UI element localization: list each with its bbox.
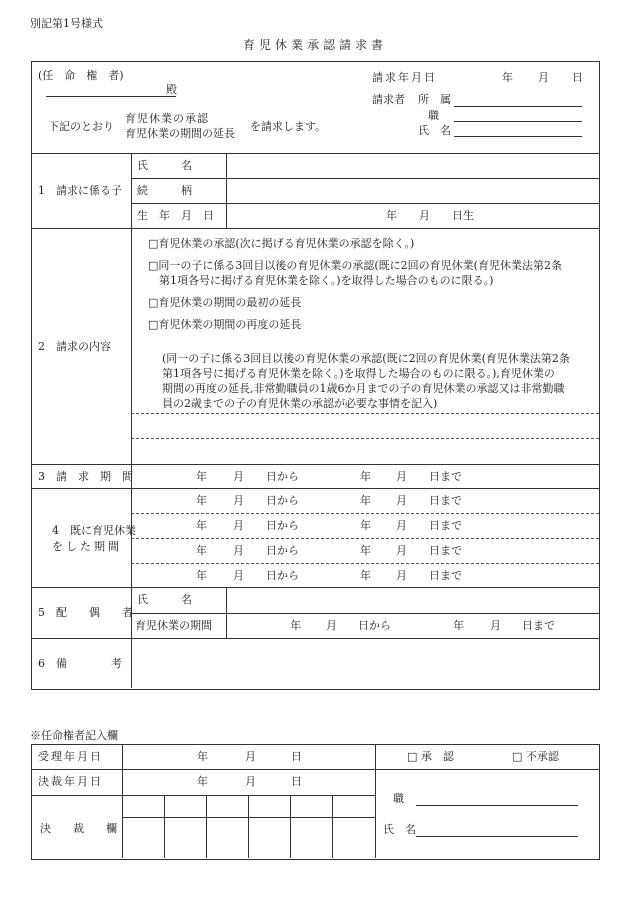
received-date-label: 受理年月日 bbox=[38, 750, 103, 763]
section2-label: 2 請求の内容 bbox=[38, 340, 111, 353]
requester-label: 請求者 bbox=[372, 93, 405, 106]
approver-name-field[interactable] bbox=[416, 836, 578, 837]
check-third-approval[interactable]: □同一の子に係る3回目以後の育児休業の承認(既に2回の育児休業(育児休業法第2条 bbox=[148, 259, 562, 272]
appointer-label: (任 命 権 者) bbox=[38, 69, 124, 82]
child-birth-date: 年 月 日生 bbox=[386, 209, 474, 222]
section4-label-2: をした期間 bbox=[52, 540, 122, 553]
option-extension: 育児休業の期間の延長 bbox=[125, 127, 235, 140]
check-first-extension[interactable]: □育児休業の期間の最初の延長 bbox=[148, 296, 302, 309]
option-approval: 育児休業の承認 bbox=[125, 112, 209, 125]
post-field[interactable] bbox=[454, 121, 582, 122]
section3-label: 3 請 求 期 間 bbox=[38, 470, 133, 483]
section4-label-1: 4 既に育児休業 bbox=[52, 524, 136, 537]
dono-label: 殿 bbox=[166, 83, 177, 96]
check-second-extension[interactable]: □育児休業の期間の再度の延長 bbox=[148, 318, 302, 331]
child-birth-label: 生 年 月 日 bbox=[137, 209, 214, 222]
name-field[interactable] bbox=[454, 136, 582, 137]
affiliation-field[interactable] bbox=[454, 106, 582, 107]
approver-name-label: 氏 名 bbox=[383, 823, 416, 836]
check-third-approval-cont: 第1項各号に掲げる育児休業を除く。)を取得した場合のものに限る。) bbox=[159, 274, 494, 287]
spouse-period-label: 育児休業の期間 bbox=[135, 619, 212, 632]
note-line-1: (同一の子に係る3回目以後の育児休業の承認(既に2回の育児休業(育児休業法第2条 bbox=[162, 352, 570, 365]
section5-label: 5 配 偶 者 bbox=[38, 606, 133, 619]
section1-label: 1 請求に係る子 bbox=[38, 184, 122, 197]
request-date-label: 請求年月日 bbox=[372, 71, 437, 84]
approver-post-field[interactable] bbox=[416, 805, 578, 806]
check-approval[interactable]: □育児休業の承認(次に掲げる育児休業の承認を除く。) bbox=[148, 237, 415, 250]
post-label: 職 bbox=[428, 109, 439, 122]
note-line-3: 期間の再度の延長,非常勤職員の1歳6か月までの子の育児休業の承認又は非常勤職 bbox=[162, 382, 565, 395]
child-relation-label: 続 柄 bbox=[137, 184, 192, 197]
page-title: 育児休業承認請求書 bbox=[242, 38, 387, 52]
lead-text: 下記のとおり bbox=[48, 120, 114, 133]
note-line-4: 員の2歳までの子の育児休業の承認が必要な事情を記入) bbox=[162, 397, 438, 410]
decided-date-label: 決裁年月日 bbox=[38, 775, 103, 788]
form-number: 別記第1号様式 bbox=[30, 17, 103, 30]
section6-label: 6 備 考 bbox=[38, 657, 122, 670]
affiliation-label: 所 属 bbox=[418, 93, 451, 106]
child-name-label: 氏 名 bbox=[137, 159, 192, 172]
name-label: 氏 名 bbox=[418, 124, 451, 137]
appointer-section-heading: ※任命権者記入欄 bbox=[30, 729, 118, 742]
tail-text: を請求します。 bbox=[250, 120, 327, 133]
note-line-2: 第1項各号に掲げる育児休業を除く。)を取得した場合のものに限る。),育児休業の bbox=[162, 367, 555, 380]
approve-checkbox[interactable]: □ 承 認 bbox=[407, 750, 454, 763]
approval-column-label: 決 裁 欄 bbox=[40, 822, 117, 835]
approver-post-label: 職 bbox=[393, 792, 404, 805]
disapprove-checkbox[interactable]: □ 不承認 bbox=[512, 750, 559, 763]
spouse-name-label: 氏 名 bbox=[137, 593, 192, 606]
